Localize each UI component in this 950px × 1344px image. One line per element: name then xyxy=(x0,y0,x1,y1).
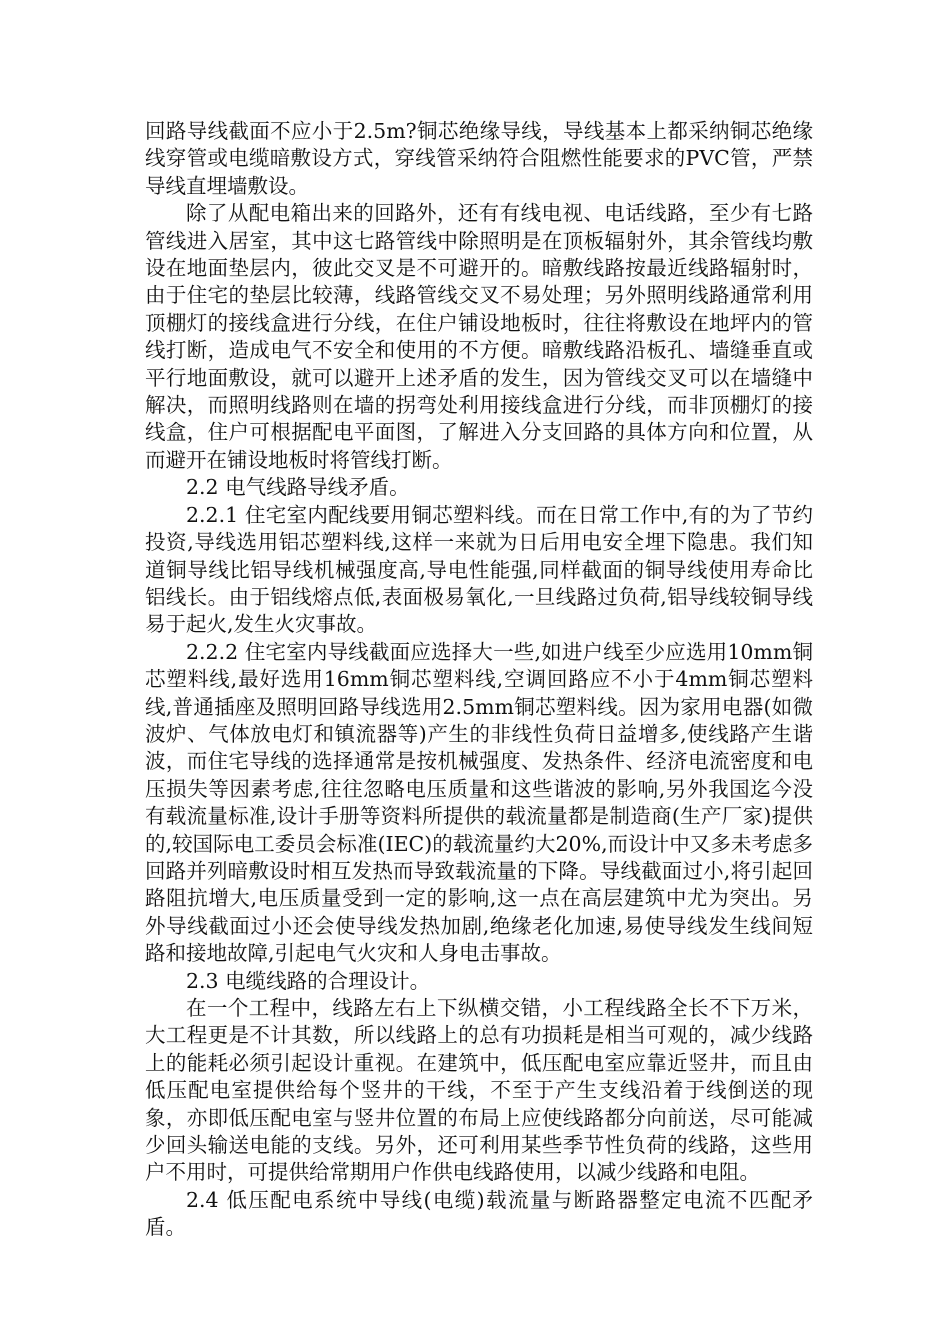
paragraph-continuation: 回路导线截面不应小于2.5m?铜芯绝缘导线，导线基本上都采纳铜芯绝缘线穿管或电缆暗敷设方式，穿线管采纳符合阻燃性能要求的PVC管，严禁导线直埋墙敷设。 xyxy=(145,119,813,198)
paragraph-cable-design: 在一个工程中，线路左右上下纵横交错，小工程线路全长不下万米，大工程更是不计其数，所以线路上的总有功损耗是相当可观的，减少线路上的能耗必须引起设计重视。在建筑中，低压配电室应靠近竖井，而且由低压配电室提供给每个竖井的干线，不至于产生支线沿着于线倒送的现象，亦即低压配电室与竖井位置的布局上应使线路都分向前送，尽可能减少回头输送电能的支线。另外，还可利用某些季节性负荷的线路，这些用户不用时，可提供给常期用户作供电线路使用，以减少线路和电阻。 xyxy=(145,996,813,1185)
paragraph-wiring-crossing: 除了从配电箱出来的回路外，还有有线电视、电话线路，至少有七路管线进入居室，其中这七路管线中除照明是在顶板辐射外，其余管线均敷设在地面垫层内，彼此交叉是不可避开的。暗敷线路按最近线路辐射时，由于住宅的垫层比较薄，线路管线交叉不易处理；另外照明线路通常利用顶棚灯的接线盒进行分线，在住户铺设地板时，往往将敷设在地坪内的管线打断，造成电气不安全和使用的不方便。暗敷线路沿板孔、墙缝垂直或平行地面敷设，就可以避开上述矛盾的发生，因为管线交叉可以在墙缝中解决，而照明线路则在墙的拐弯处利用接线盒进行分线，而非顶棚灯的接线盒，住户可根据配电平面图，了解进入分支回路的具体方向和位置，从而避开在铺设地板时将管线打断。 xyxy=(145,201,813,472)
paragraph-2-2-1: 2.2.1 住宅室内配线要用铜芯塑料线。而在日常工作中,有的为了节约投资,导线选用铝芯塑料线,这样一来就为日后用电安全埋下隐患。我们知道铜导线比铝导线机械强度高,导电性能强,同样截面的铜导线使用寿命比铝线长。由于铝线熔点低,表面极易氧化,一旦线路过负荷,铝导线较铜导线易于起火,发生火灾事故。 xyxy=(145,502,813,637)
paragraph-2-2-2: 2.2.2 住宅室内导线截面应选择大一些,如进户线至少应选用10mm铜芯塑料线,最好选用16mm铜芯塑料线,空调回路应不小于4mm铜芯塑料线,普通插座及照明回路导线选用2.5mm铜芯塑料线。因为家用电器(如微波炉、气体放电灯和镇流器等)产生的非线性负荷日益增多,使线路产生谐波，而住宅导线的选择通常是按机械强度、发热条件、经济电流密度和电压损失等因素考虑,往往忽略电压质量和这些谐波的影响,另外我国迄今没有载流量标准,设计手册等资料所提供的载流量都是制造商(生产厂家)提供的,较国际电工委员会标准(IEC)的载流量约大20%,而设计中又多未考虑多回路并列暗敷设时相互发热而导致载流量的下降。导线截面过小,将引起回路阻抗增大,电压质量受到一定的影响,这一点在高层建筑中尤为突出。另外导线截面过小还会使导线发热加剧,绝缘老化加速,易使导线发生线间短路和接地故障,引起电气火灾和人身电击事故。 xyxy=(145,639,813,966)
section-heading-2-2: 2.2 电气线路导线矛盾。 xyxy=(186,475,410,500)
section-heading-2-3: 2.3 电缆线路的合理设计。 xyxy=(186,968,431,993)
document-body xyxy=(145,118,813,1242)
section-heading-2-4: 2.4 低压配电系统中导线(电缆)载流量与断路器整定电流不匹配矛盾。 xyxy=(145,1187,813,1240)
